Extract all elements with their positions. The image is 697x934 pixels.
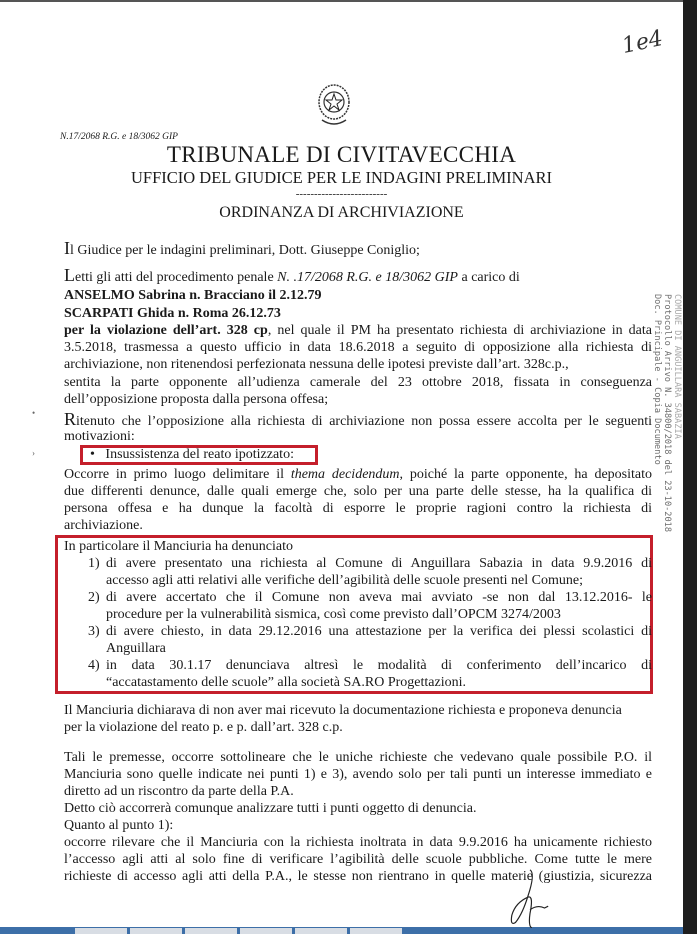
letti-line: Letti gli atti del procedimento penale N. .17/2068 R.G. e 18/3062 GIP a carico di bbox=[64, 265, 520, 285]
body-line: archiviazione. bbox=[64, 518, 143, 533]
list-item: di avere accertato che il Comune non aveva mai avviato -se non dal 13.12.2016- le bbox=[106, 590, 652, 605]
body-line: Detto ciò accorrerà comunque analizzare tutti i punti oggetto di denuncia. bbox=[64, 801, 477, 816]
body-line: motivazioni: bbox=[64, 429, 135, 444]
case-number: N.17/2068 R.G. e 18/3062 GIP bbox=[60, 132, 178, 142]
body-line: Occorre in primo luogo delimitare il thema decidendum, poiché la parte opponente, ha depositato bbox=[64, 467, 653, 482]
italian-republic-emblem-icon bbox=[316, 82, 352, 128]
document-title: ORDINANZA DI ARCHIVIAZIONE bbox=[219, 204, 464, 221]
judge-line: Il Giudice per le indagini preliminari, Dott. Giuseppe Coniglio; bbox=[64, 238, 420, 258]
list-item: di avere presentato una richiesta al Comune di Anguillara Sabazia in data 9.9.2016 di bbox=[106, 556, 652, 571]
court-name: TRIBUNALE DI CIVITAVECCHIA bbox=[166, 142, 517, 167]
body-line: diretto ad un riscontro da parte della P.A. bbox=[64, 784, 294, 799]
body-line: l’accesso agli atti al solo fine di verificare l’agibilità delle scuole pubbliche. Come tutte le mere bbox=[64, 852, 652, 867]
list-item: di avere chiesto, in data 29.12.2016 una attestazione per la verifica dei plessi scolastici di bbox=[106, 624, 652, 639]
accused-1: ANSELMO Sabrina n. Bracciano il 2.12.79 bbox=[64, 288, 322, 303]
highlight-box-reason bbox=[80, 445, 318, 465]
list-item: “accatastamento delle scuole” alla società SA.RO Progettazioni. bbox=[106, 675, 466, 690]
scan-top-edge bbox=[0, 0, 683, 2]
list-item: procedure per la vulnerabilità sismica, così come previsto dall’OPCM 3274/2003 bbox=[106, 607, 561, 622]
handwritten-page-mark: 1e4 bbox=[619, 26, 666, 59]
body-line: occorre rilevare che il Manciuria con la richiesta inoltrata in data 9.9.2016 ha unicamente richiesto bbox=[64, 835, 652, 850]
taskbar-strip bbox=[0, 927, 683, 934]
list-number: 3) bbox=[88, 624, 100, 639]
body-line: archiviazione, non ritenendosi perfezionata nessuna delle ipotesi previste dall’art. 328c.p., bbox=[64, 357, 569, 372]
body-line: Quanto al punto 1): bbox=[64, 818, 174, 833]
stamp-line: Protocollo Arrivo N. 34800/2018 del 23-10-2018 bbox=[662, 294, 672, 532]
list-item: accesso agli atti relativi alle verifiche dell’agibilità delle scuole presenti nel Comune; bbox=[106, 573, 583, 588]
margin-mark: • bbox=[32, 408, 36, 418]
office-name: UFFICIO DEL GIUDICE PER LE INDAGINI PRELIMINARI bbox=[130, 168, 553, 187]
separator: ------------------------- bbox=[295, 188, 388, 200]
list-item: Anguillara bbox=[106, 641, 166, 656]
list-number: 1) bbox=[88, 556, 100, 571]
body-line: dell’opposizione proposta dalla persona offesa; bbox=[64, 392, 329, 407]
body-line: per la violazione dell’art. 328 cp, nel quale il PM ha presentato richiesta di archiviazione in data bbox=[64, 323, 652, 338]
margin-mark: › bbox=[32, 448, 35, 458]
body-line: per la violazione del reato p. e p. dall’art. 328 c.p. bbox=[64, 720, 343, 735]
signature-icon bbox=[500, 868, 560, 928]
body-line: due differenti denunce, dalle quali emerge che, solo per una parte delle stesse, ha la qualifica di bbox=[64, 484, 652, 499]
list-number: 4) bbox=[88, 658, 100, 673]
list-item: in data 30.1.17 denunciava altresì le modalità di conferimento dell’incarico di bbox=[106, 658, 652, 673]
body-line: Il Manciuria dichiarava di non aver mai ricevuto la documentazione richiesta e proponeva denuncia bbox=[64, 703, 622, 718]
scan-right-edge bbox=[683, 0, 697, 934]
bullet-item: • Insussistenza del reato ipotizzato: bbox=[90, 447, 294, 462]
body-line: persona offesa e ha dunque la facoltà di esporre le proprie ragioni contro la richiesta di bbox=[64, 501, 652, 516]
body-line: Manciuria sono quelle indicate nei punti 1) e 3), avendo solo per tali punti un interesse immediato e bbox=[64, 767, 652, 782]
accused-2: SCARPATI Ghida n. Roma 26.12.73 bbox=[64, 306, 281, 321]
body-line: 3.5.2018, trasmessa a questo ufficio in data 18.6.2018 a seguito di opposizione alla richiesta di bbox=[64, 340, 652, 355]
list-number: 2) bbox=[88, 590, 100, 605]
protocol-stamp bbox=[652, 294, 682, 614]
stamp-line: Doc. Principale - Copia Documento bbox=[652, 294, 662, 465]
body-line: Tali le premesse, occorre sottolineare che le uniche richieste che vedevano quale possibile P.O. il bbox=[64, 750, 652, 765]
stamp-line: COMUNE DI ANGUILLARA SABAZIA bbox=[672, 294, 682, 439]
complaints-intro: In particolare il Manciuria ha denunciato bbox=[64, 539, 293, 554]
ritenuto-line: Ritenuto che l’opposizione alla richiesta di archiviazione non possa essere accolta per le seguenti bbox=[64, 409, 652, 429]
bullet-icon: • bbox=[90, 447, 95, 462]
body-line: richieste di accesso agli atti della P.A., le stesse non rientrano in quelle materie (giustizia, sicurezza bbox=[64, 869, 652, 884]
body-line: sentita la parte opponente all’udienza camerale del 23 ottobre 2018, fissata in conseguenza bbox=[64, 375, 652, 390]
